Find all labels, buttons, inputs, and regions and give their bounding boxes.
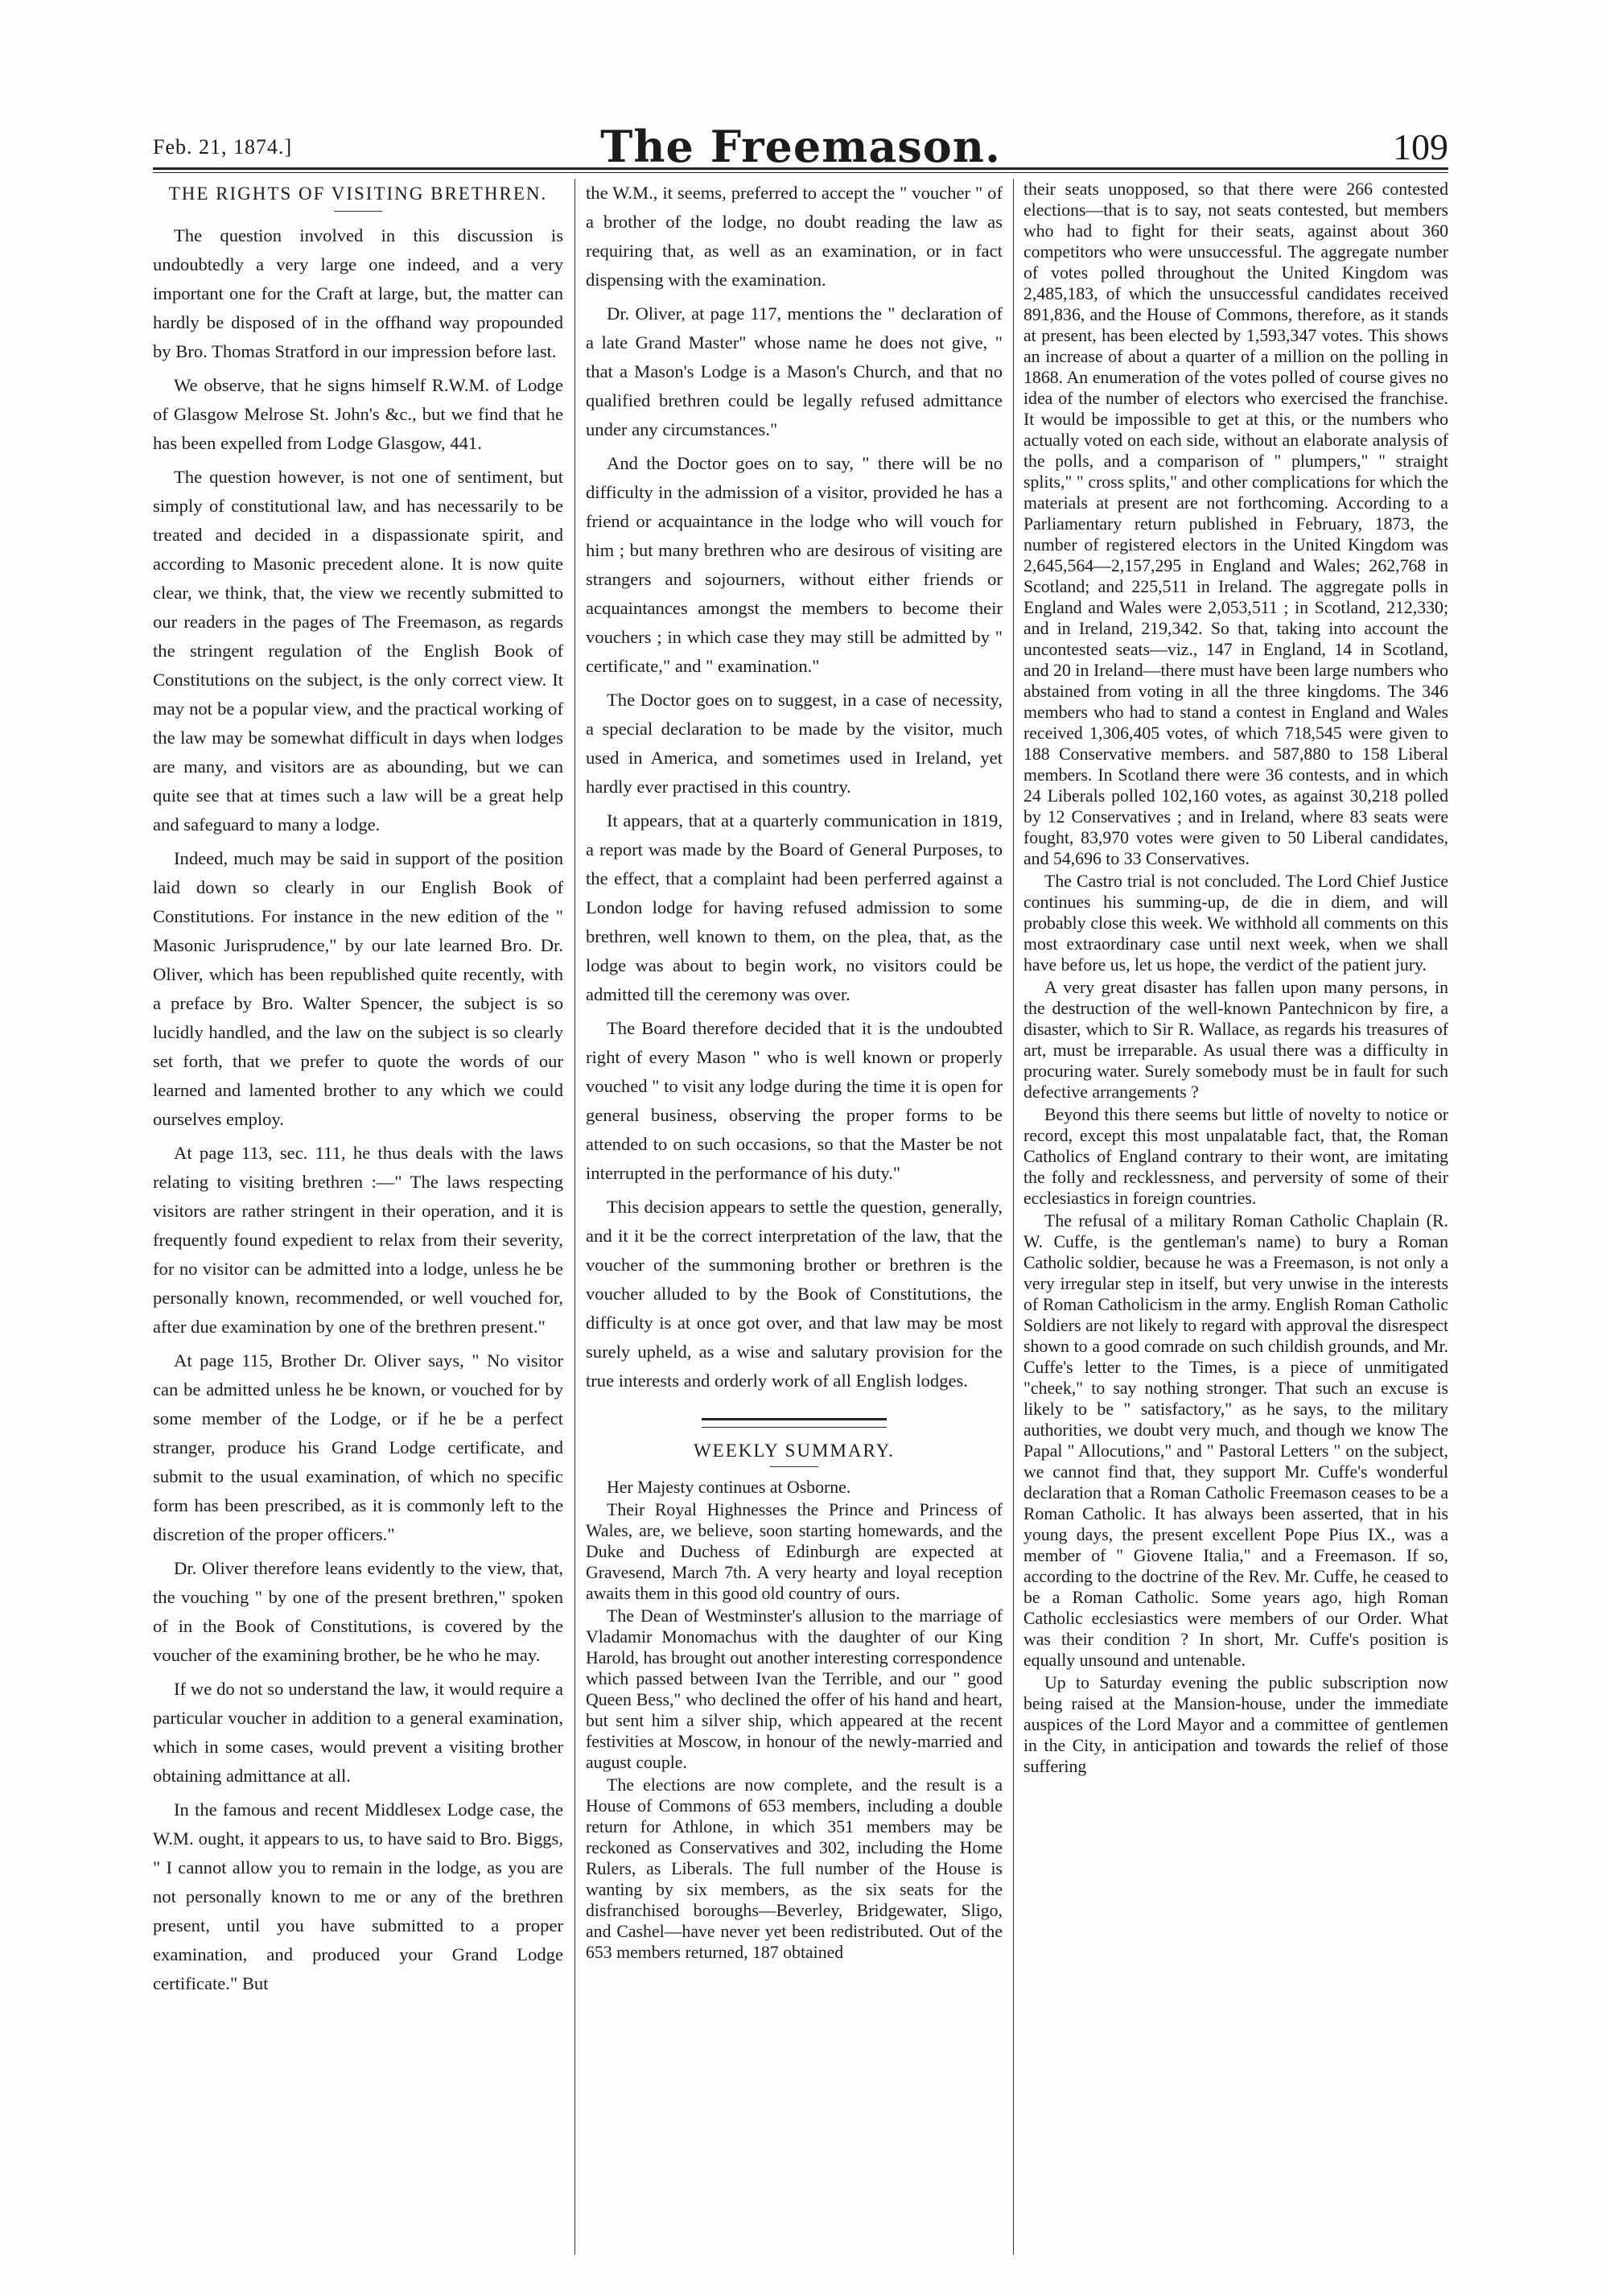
masthead: [153, 121, 1448, 185]
paragraph: In the famous and recent Middlesex Lodge case, the W.M. ought, it appears to us, to have said to Bro. Biggs, " I cannot allow you to remain in the lodge, as you are not personally known to me or any of the brethren present, until you have submitted to a proper examination, and produced your Grand Lodge certificate." But: [153, 1799, 563, 1993]
summary-paragraph: The Dean of Westminster's allusion to the marriage of Vladamir Monomachus with the daughter of our King Harold, has brought out another interesting correspondence which passed between Ivan the Terrible, and our " good Queen Bess," who declined the offer of his hand and heart, but sent him a silver ship, which appeared at the recent festivities at Moscow, in honour of the newly-married and august couple.: [586, 1606, 1003, 1772]
summary-paragraph: their seats unopposed, so that there were 266 contested elections—that is to say, not seats contested, but members who had to fight for their seats, against about 360 competitors who were unsuccessful. The aggregate number of votes polled throughout the United Kingdom was 2,485,183, of which the unsuccessful candidates received 891,836, and the House of Commons, therefore, as it stands at present, has been elected by 1,593,347 votes. This shows an increase of about a quarter of a million on the polling in 1868. An enumeration of the votes polled of course gives no idea of the number of electors who exercised the franchise. It would be impossible to get at this, or the numbers who actually voted on each side, without an elaborate analysis of the polls, and a comparison of " plumpers," " straight splits," " cross splits," and other complications for which the materials at present are not forthcoming. According to a Parliamentary return published in February, 1873, the number of registered electors in the United Kingdom was 2,645,564—2,157,295 in England and Wales; 262,768 in Scotland; and 225,511 in Ireland. The aggregate polls in England and Wales were 2,053,511 ; in Scotland, 212,330; and in Ireland, 219,342. So that, taking into account the uncontested seats—viz., 147 in England, 14 in Scotland, and 20 in Ireland—there must have been large numbers who abstained from voting in all the three kingdoms. The 346 members who had to stand a contest in England and Wales received 1,306,405 votes, of which 718,545 were given to 188 Conservative members. and 587,880 to 158 Liberal members. In Scotland there were 36 contests, and in which 24 Liberals polled 102,160 votes, as against 30,218 polled by 12 Conservatives ; and in Ireland, where 83 seats were fought, 83,970 votes were given to 50 Liberal candidates, and 54,696 to 33 Conservatives.: [1023, 179, 1448, 868]
paragraph: We observe, that he signs himself R.W.M. of Lodge of Glasgow Melrose St. John's &c., but we find that he has been expelled from Lodge Glasgow, 441.: [153, 375, 563, 453]
column-3: [1023, 179, 1448, 2255]
column-divider: [1013, 179, 1014, 2255]
paragraph: At page 115, Brother Dr. Oliver says, " No visitor can be admitted unless he be known, or vouched for by some member of the Lodge, or if he be a perfect stranger, produce his Grand Lodge certificate, and submit to the usual examination, of which no specific form has been prescribed, as it is commonly left to the discretion of the proper officers.": [153, 1350, 563, 1544]
summary-paragraph: The elections are now complete, and the result is a House of Commons of 653 members, including a double return for Athlone, in which 351 members may be reckoned as Conservatives and 302, including the Home Rulers, as Liberals. The full number of the House is wanting by six members, as the six seats for the disfranchised boroughs—Beverley, Bridgewater, Sligo, and Cashel—have never yet been redistributed. Out of the 653 members returned, 187 obtained: [586, 1775, 1003, 1962]
page-number: 109: [1393, 126, 1448, 167]
paragraph: This decision appears to settle the question, generally, and it it be the correct interpretation of the law, that the voucher of the summoning brother or brethren is the voucher alluded to by the Book of Constitutions, the difficulty is at once got over, and that law may be most surely upheld, as a wise and salutary provision for the true interests and orderly work of all English lodges.: [586, 1197, 1003, 1391]
paragraph: The Doctor goes on to suggest, in a case of necessity, a special declaration to be made by the visitor, much used in America, and sometimes used in Ireland, yet hardly ever practised in this country.: [586, 690, 1003, 797]
column-1: [153, 179, 563, 2255]
paragraph: Dr. Oliver therefore leans evidently to the view, that, the vouching " by one of the present brethren," spoken of in the Book of Constitutions, is covered by the voucher of the examining brother, be he who he may.: [153, 1558, 563, 1665]
summary-paragraph: The Castro trial is not concluded. The Lord Chief Justice continues his summing-up, de die in diem, and will probably close this week. We withhold all comments on this most extraordinary case until next week, when we shall have before us, let us hope, the verdict of the patient jury.: [1023, 872, 1448, 975]
summary-paragraph: Beyond this there seems but little of novelty to notice or record, except this most unpalatable fact, that, the Roman Catholics of England contrary to their wont, are imitating the folly and recklessness, and perversity of some of their ecclesiastics in foreign countries.: [1023, 1105, 1448, 1208]
column-2: [586, 179, 1003, 2255]
heading-rule: [334, 211, 382, 212]
summary-paragraph: The refusal of a military Roman Catholic Chaplain (R. W. Cuffe, is the gentleman's name) to bury a Roman Catholic soldier, because he was a Freemason, is not only a very irregular step in itself, but very unwise in the interests of Roman Catholicism in the army. English Roman Catholic Soldiers are not likely to regard with approval the disrespect shown to a good comrade on such childish grounds, and Mr. Cuffe's letter to the Times, is a piece of unmitigated "cheek," to say nothing stronger. That such an excuse is likely to be " satisfactory," as he says, to the military authorities, we doubt very much, and though we know The Papal " Allocutions," and " Pastoral Letters " on the subject, we cannot find that, they support Mr. Cuffe's wonderful declaration that a Roman Catholic Freemason ceases to be a Roman Catholic. It has always been asserted, that in his young days, the present excellent Pope Pius IX., was a member of " Giovene Italia," and a Freemason. If so, according to the doctrine of the Rev. Mr. Cuffe, he ceased to be a Roman Catholic. Some years ago, high Roman Catholic ecclesiastics were members of our Order. What was their condition ? In short, Mr. Cuffe's position is equally unsound and untenable.: [1023, 1211, 1448, 1670]
summary-paragraph: Her Majesty continues at Osborne.: [607, 1478, 851, 1497]
paragraph: Dr. Oliver, at page 117, mentions the " declaration of a late Grand Master" whose name he does not give, " that a Mason's Lodge is a Mason's Church, and that no qualified brethren could be legally refused admittance under any circumstances.": [586, 303, 1003, 439]
paragraph: If we do not so understand the law, it would require a particular voucher in addition to a general examination, which in some cases, would prevent a visiting brother obtaining admittance at all.: [153, 1679, 563, 1786]
paragraph: Indeed, much may be said in support of the position laid down so clearly in our English Book of Constitutions. For instance in the new edition of the " Masonic Jurisprudence," by our late learned Bro. Dr. Oliver, which has been republished quite recently, with a preface by Bro. Walter Spencer, the subject is so lucidly handled, and the law on the subject is so clearly set forth, that we prefer to quote the words of our learned and lamented brother to any which we could ourselves employ.: [153, 848, 563, 1129]
paragraph: The question however, is not one of sentiment, but simply of constitutional law, and has necessarily to be treated and decided in a dispassionate spirit, and according to Masonic precedent alone. It is now quite clear, we think, that, the view we recently submitted to our readers in the pages of The Freemason, as regards the stringent regulation of the English Book of Constitutions on the subject, is the only correct view. It may not be a popular view, and the practical working of the law may be somewhat difficult in days when lodges are many, and visitors are as abounding, but we can quite see that at times such a law will be a great help and safeguard to many a lodge.: [153, 467, 563, 835]
paragraph: And the Doctor goes on to say, " there will be no difficulty in the admission of a visitor, provided he has a friend or acquaintance in the lodge who will vouch for him ; but many brethren who are desirous of visiting are strangers and sojourners, without either friends or acquaintances amongst the members to become their vouchers ; in which case they may still be admitted by " certificate," and " examination.": [586, 453, 1003, 676]
paragraph: the W.M., it seems, preferred to accept the " voucher " of a brother of the lodge, no doubt reading the law as requiring that, as well as an examination, or in fact dispensing with the examination.: [586, 183, 1003, 290]
summary-paragraph: A very great disaster has fallen upon many persons, in the destruction of the well-known Pantechnicon by fire, a disaster, which to Sir R. Wallace, as regards his treasures of art, must be irreparable. As usual there was a difficulty in procuring water. Surely somebody must be in fault for such defective arrangements ?: [1023, 978, 1448, 1102]
newspaper-title: The Freemason.: [600, 121, 1001, 172]
issue-date: Feb. 21, 1874.]: [153, 135, 293, 159]
paragraph: The Board therefore decided that it is the undoubted right of every Mason " who is well known or properly vouched " to visit any lodge during the time it is open for general business, observing the proper forms to be attended to on such occasions, so that the Master be not interrupted in the performance of his duty.": [586, 1018, 1003, 1183]
summary-paragraph: Their Royal Highnesses the Prince and Princess of Wales, are, we believe, soon starting homewards, and the Duke and Duchess of Edinburgh are expected at Gravesend, March 7th. A very hearty and loyal reception awaits them in this good old country of ours.: [586, 1500, 1003, 1603]
header-rule-thin: [153, 172, 1448, 173]
heading-rule: [770, 1466, 818, 1467]
summary-heading: WEEKLY SUMMARY.: [693, 1441, 896, 1461]
article-heading: THE RIGHTS OF VISITING BRETHREN.: [168, 183, 548, 204]
column-divider: [574, 179, 575, 2255]
section-ornament: [702, 1418, 887, 1428]
paragraph: The question involved in this discussion is undoubtedly a very large one indeed, and a very important one for the Craft at large, but, the matter can hardly be disposed of in the offhand way propounded by Bro. Thomas Stratford in our impression before last.: [153, 225, 563, 361]
summary-paragraph: Up to Saturday evening the public subscription now being raised at the Mansion-house, under the immediate auspices of the Lord Mayor and a committee of gentlemen in the City, in anticipation and towards the relief of those suffering: [1023, 1673, 1448, 1776]
paragraph: It appears, that at a quarterly communication in 1819, a report was made by the Board of General Purposes, to the effect, that a complaint had been perferred against a London lodge for having refused admission to some brethren, well known to them, on the plea, that, as the lodge was about to begin work, no visitors could be admitted till the ceremony was over.: [586, 810, 1003, 1004]
header-rule: [153, 167, 1448, 170]
paragraph: At page 113, sec. 111, he thus deals with the laws relating to visiting brethren :—" The laws respecting visitors are rather stringent in their operation, and it is frequently found expedient to relax from their severity, for no visitor can be admitted into a lodge, unless he be personally known, recommended, or well vouched for, after due examination by one of the brethren present.": [153, 1143, 563, 1337]
